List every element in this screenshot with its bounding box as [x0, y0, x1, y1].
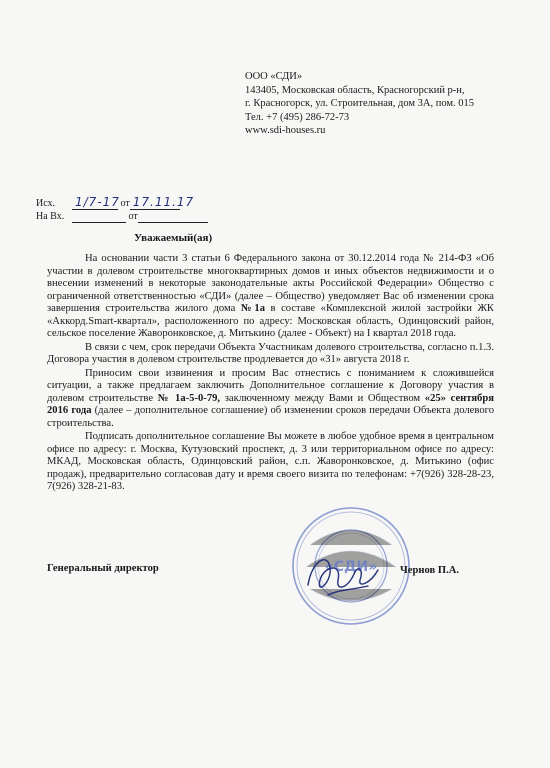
outgoing-date: 17.11.17	[132, 195, 195, 209]
sender-company: ООО «СДИ»	[245, 71, 303, 82]
handwritten-signature	[298, 540, 398, 610]
paragraph-3: Приносим свои извинения и просим Вас отнестись с пониманием к сложившейся ситуации, а также предлагаем заключить Дополнительное соглашение к Договору участия в долевом строительстве № 1а-5-0-79, заключенному между Вами и Обществом «25» сентября 2016 года (далее – дополнительное соглашение) об изменении сроков передачи Объекта долевого строительства.	[47, 367, 494, 429]
incoming-date-label: от	[128, 211, 138, 222]
letter-body	[47, 253, 494, 495]
stamp-text: «СДИ»	[324, 559, 378, 575]
sender-address-line-1: 143405, Московская область, Красногорский р-н,	[245, 84, 465, 96]
greeting: Уважаемый(ая)	[134, 232, 213, 244]
sender-phone: Тел. +7 (495) 286-72-73	[245, 111, 350, 123]
signatory-name: Чернов П.А.	[400, 565, 460, 576]
reference-numbers	[36, 197, 208, 223]
paragraph-2: В связи с чем, срок передачи Объекта Участникам долевого строительства, согласно п.1.3. Договора участия в долевом строительстве продлевается до «31» августа 2018 г.	[47, 341, 494, 365]
outgoing-ref	[36, 197, 208, 210]
outgoing-number: 1/7-17	[75, 195, 120, 209]
sender-address-line-2: г. Красногорск, ул. Строительная, дом 3А, пом. 015	[245, 98, 475, 109]
incoming-ref	[36, 210, 208, 223]
sender-website: www.sdi-houses.ru	[245, 125, 326, 136]
outgoing-date-label: от	[120, 198, 130, 209]
paragraph-1: На основании части 3 статьи 6 Федерального закона от 30.12.2014 года № 214-ФЗ «Об участии в долевом строительстве многоквартирных домов и иных объектов недвижимости и о внесении изменений в некоторые законодательные акты Российской Федерации» Общество с ограниченной ответственностью «СДИ» (далее – Общество) уведомляет Вас об изменении срока завершения строительства жилого дома №1а в составе «Комплексной жилой застройки ЖК «Аккорд.Smart-квартал», расположенного по адресу: Московская область, Одинцовский район, сельское поселение Жаворонковское, д. Митькино (далее - Объект) на I квартал 2018 года.	[47, 253, 494, 339]
incoming-label: На Вх.	[36, 211, 65, 222]
paragraph-4: Подписать дополнительное соглашение Вы можете в любое удобное время в центральном офисе по адресу: г. Москва, Кутузовский проспект, д. 3 или территориальном офисе по адресу: МКАД, Московская область, Одинцовский район, с.п. Жаворонковское, д. Митькино (офис продаж), предварительно согласовав дату и время своего визита по телефонам: +7(926) 328-28-23, 7(926) 328-21-83.	[47, 431, 494, 492]
outgoing-label: Исх.	[36, 198, 56, 209]
signatory-position: Генеральный директор	[47, 563, 159, 574]
sender-address-block	[245, 70, 545, 138]
